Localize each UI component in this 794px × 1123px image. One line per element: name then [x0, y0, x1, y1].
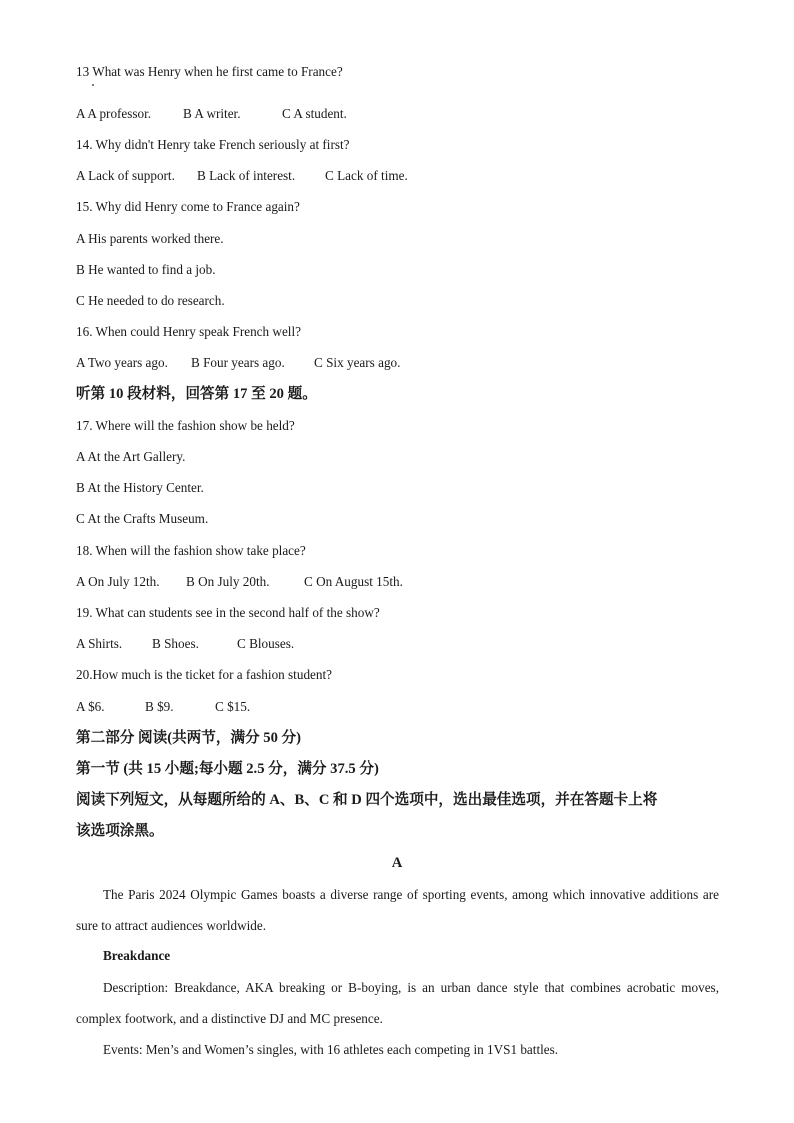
option-c: C Lack of time. — [325, 168, 408, 183]
stray-dot-mark — [92, 84, 94, 86]
instruction-line-1: 阅读下列短文，从每题所给的 A、B、C 和 D 四个选项中，选出最佳选项，并在答题卡上将 — [76, 792, 658, 808]
question-13-options — [76, 106, 347, 122]
option-a: A A professor. — [76, 106, 152, 121]
question-20: 20.How much is the ticket for a fashion student? — [76, 667, 332, 682]
question-15-option-a: A His parents worked there. — [76, 231, 224, 246]
option-a: A $6. — [76, 699, 105, 714]
question-16-options — [76, 355, 400, 371]
instruction-line-2: 该选项涂黑。 — [76, 823, 164, 839]
question-17-option-b: B At the History Center. — [76, 480, 204, 495]
option-a: A Lack of support. — [76, 168, 175, 183]
question-15-option-c: C He needed to do research. — [76, 293, 225, 308]
option-b: B Shoes. — [152, 636, 199, 651]
question-14: 14. Why didn't Henry take French seriously at first? — [76, 137, 350, 152]
section-10-heading: 听第 10 段材料，回答第 17 至 20 题。 — [76, 386, 317, 402]
question-16: 16. When could Henry speak French well? — [76, 324, 301, 339]
passage-title: A — [391, 855, 403, 871]
question-17-option-a: A At the Art Gallery. — [76, 449, 186, 464]
event-description: Description: Breakdance, AKA breaking or B-boying, is an urban dance style that combines acrobatic moves, complex footwork, and a distinctive DJ and MC presence. — [76, 980, 719, 1026]
question-18-options — [76, 574, 403, 590]
question-13: 13 What was Henry when he first came to France? — [76, 64, 343, 79]
part-2-heading: 第二部分 阅读(共两节，满分 50 分) — [76, 730, 301, 746]
question-15-option-b: B He wanted to find a job. — [76, 262, 216, 277]
question-19-options — [76, 636, 294, 652]
option-c: C Six years ago. — [314, 355, 401, 370]
event-events: Events: Men’s and Women’s singles, with 16 athletes each competing in 1VS1 battles. — [103, 1042, 559, 1057]
option-c: C $15. — [215, 699, 251, 714]
question-17-option-c: C At the Crafts Museum. — [76, 511, 209, 526]
passage-intro: The Paris 2024 Olympic Games boasts a diverse range of sporting events, among which innovative additions are sure to attract audiences worldwide. — [76, 887, 719, 933]
option-b: B Lack of interest. — [197, 168, 296, 183]
question-19: 19. What can students see in the second half of the show? — [76, 605, 380, 620]
section-1-heading: 第一节 (共 15 小题;每小题 2.5 分，满分 37.5 分) — [76, 761, 379, 777]
option-b: B $9. — [145, 699, 174, 714]
question-17: 17. Where will the fashion show be held? — [76, 418, 295, 433]
event-title: Breakdance — [103, 948, 171, 963]
question-14-options — [76, 168, 408, 184]
option-c: C A student. — [282, 106, 347, 121]
option-c: C Blouses. — [237, 636, 295, 651]
option-b: B A writer. — [183, 106, 241, 121]
question-15: 15. Why did Henry come to France again? — [76, 199, 300, 214]
option-b: B Four years ago. — [191, 355, 285, 370]
option-b: B On July 20th. — [186, 574, 270, 589]
option-c: C On August 15th. — [304, 574, 403, 589]
option-a: A Two years ago. — [76, 355, 168, 370]
option-a: A On July 12th. — [76, 574, 160, 589]
question-18: 18. When will the fashion show take place? — [76, 543, 306, 558]
question-20-options — [76, 699, 250, 715]
option-a: A Shirts. — [76, 636, 123, 651]
